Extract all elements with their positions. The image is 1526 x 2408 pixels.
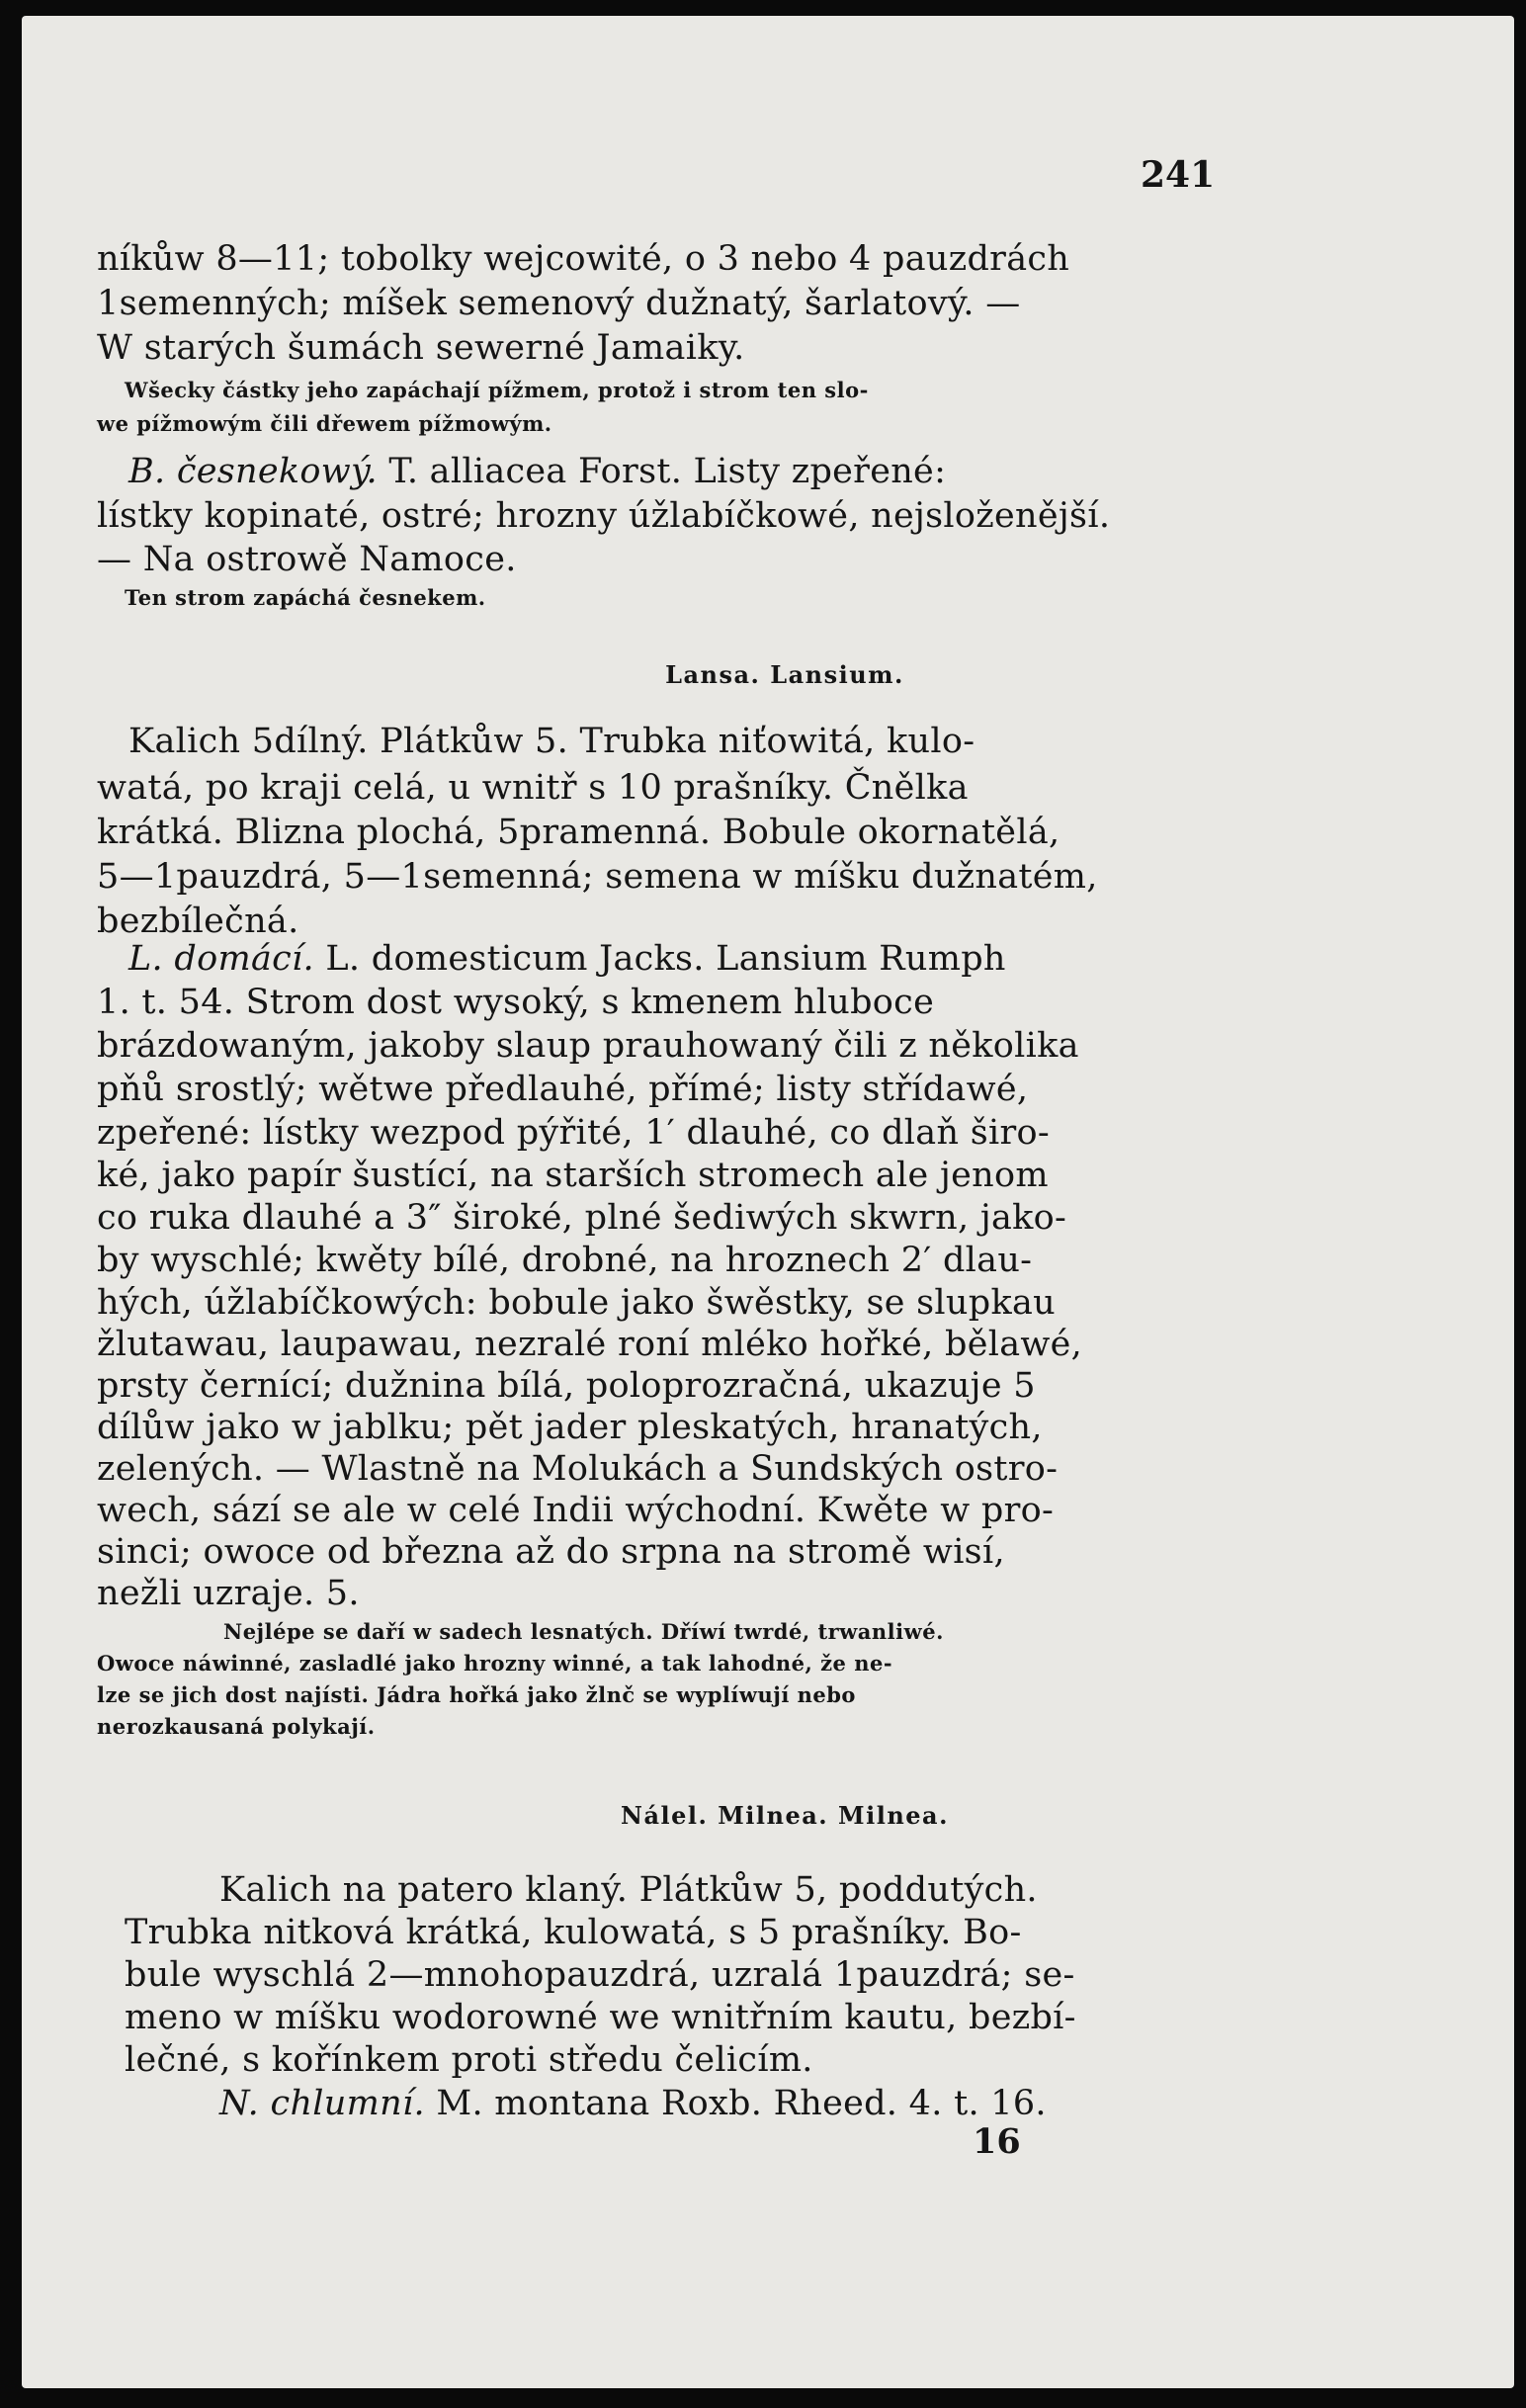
text-line: W starých šumách sewerné Jamaiky. xyxy=(97,328,745,368)
text-line: lečné, s kořínkem proti středu čelicím. xyxy=(125,2040,813,2080)
text-line: 5—1pauzdrá, 5—1semenná; semena w míšku dužnatém, xyxy=(97,857,1098,897)
text-line: sinci; owoce od března až do srpna na stromě wisí, xyxy=(97,1532,1005,1572)
page-text xyxy=(22,16,1514,2388)
signature-mark: 16 xyxy=(973,2121,1021,2162)
text-line: lístky kopinaté, ostré; hrozny úžlabíčkowé, nejsloženější. xyxy=(97,496,1111,536)
text-line: watá, po kraji celá, u wnitř s 10 prašníky. Čnělka xyxy=(97,768,969,808)
text-line: meno w míšku wodorowné we wnitřním kautu, bezbí- xyxy=(125,1998,1076,2037)
page-number: 241 xyxy=(1141,154,1216,196)
species-line xyxy=(128,452,1216,491)
note-line: Ten strom zapáchá česnekem. xyxy=(125,585,486,610)
text-line: bezbílečná. xyxy=(97,902,299,941)
text-line: prsty černící; dužnina bílá, poloprozračná, ukazuje 5 xyxy=(97,1366,1036,1406)
note-line: Wšecky částky jeho zapáchají pížmem, protož i strom ten slo- xyxy=(125,378,869,402)
text-line: — Na ostrowě Namoce. xyxy=(97,540,517,579)
text-line: co ruka dlauhé a 3″ široké, plné šediwých skwrn, jako- xyxy=(97,1198,1067,1238)
text-line: zelených. — Wlastně na Molukách a Sundských ostro- xyxy=(97,1449,1059,1489)
note-line: nerozkausaná polykají. xyxy=(97,1714,376,1739)
note-line: we pížmowým čili dřewem pížmowým. xyxy=(97,411,552,436)
text-line: Kalich na patero klaný. Plátkůw 5, poddutých. xyxy=(219,1870,1038,1910)
species-name: L. domácí. xyxy=(128,939,314,979)
text-line: hých, úžlabíčkowých: bobule jako šwěstky, se slupkau xyxy=(97,1283,1056,1323)
species-text: M. montana Roxb. Rheed. 4. t. 16. xyxy=(436,2084,1047,2123)
note-line: Nejlépe se daří w sadech lesnatých. Dříwí twrdé, trwanliwé. xyxy=(223,1619,944,1644)
text-line: 1. t. 54. Strom dost wysoký, s kmenem hluboce xyxy=(97,983,935,1022)
species-name: B. česnekowý. xyxy=(128,452,378,491)
text-line: wech, sází se ale w celé Indii wýchodní. Kwěte w pro- xyxy=(97,1491,1055,1530)
text-line: brázdowaným, jakoby slaup prauhowaný čili z několika xyxy=(97,1026,1079,1066)
species-name: N. chlumní. xyxy=(219,2084,425,2123)
text-line: ké, jako papír šustící, na starších stromech ale jenom xyxy=(97,1156,1049,1195)
text-line: krátká. Blizna plochá, 5pramenná. Bobule okornatělá, xyxy=(97,813,1060,852)
text-line: pňů srostlý; wětwe předlauhé, přímé; listy střídawé, xyxy=(97,1070,1029,1109)
genus-heading: Nálel. Milnea. Milnea. xyxy=(621,1801,949,1830)
text-line: zpeřené: lístky wezpod pýřité, 1′ dlauhé, co dlaň širo- xyxy=(97,1113,1051,1153)
text-line: žlutawau, laupawau, nezralé roní mléko hořké, bělawé, xyxy=(97,1325,1083,1364)
note-line: lze se jich dost najísti. Jádra hořká jako žlnč se wyplíwují nebo xyxy=(97,1682,856,1707)
genus-heading: Lansa. Lansium. xyxy=(665,660,904,689)
text-line: 1semenných; míšek semenový dužnatý, šarlatový. — xyxy=(97,284,1021,323)
species-line xyxy=(219,2084,1307,2123)
text-line: Trubka nitková krátká, kulowatá, s 5 prašníky. Bo- xyxy=(125,1913,1022,1952)
book-page xyxy=(22,16,1514,2388)
text-line: bule wyschlá 2—mnohopauzdrá, uzralá 1pauzdrá; se- xyxy=(125,1955,1075,1995)
note-line: Owoce náwinné, zasladlé jako hrozny winné, a tak lahodné, že ne- xyxy=(97,1651,893,1676)
species-text: L. domesticum Jacks. Lansium Rumph xyxy=(325,939,1006,979)
species-line xyxy=(128,939,1216,979)
text-line: by wyschlé; kwěty bílé, drobné, na hroznech 2′ dlau- xyxy=(97,1241,1033,1280)
text-line: níkůw 8—11; tobolky wejcowité, o 3 nebo 4 pauzdrách xyxy=(97,239,1070,279)
species-text: T. alliacea Forst. Listy zpeřené: xyxy=(388,452,947,491)
text-line: dílůw jako w jablku; pět jader pleskatých, hranatých, xyxy=(97,1408,1043,1447)
text-line: Kalich 5dílný. Plátkůw 5. Trubka niťowitá, kulo- xyxy=(128,722,975,761)
text-line: nežli uzraje. 5. xyxy=(97,1574,360,1613)
